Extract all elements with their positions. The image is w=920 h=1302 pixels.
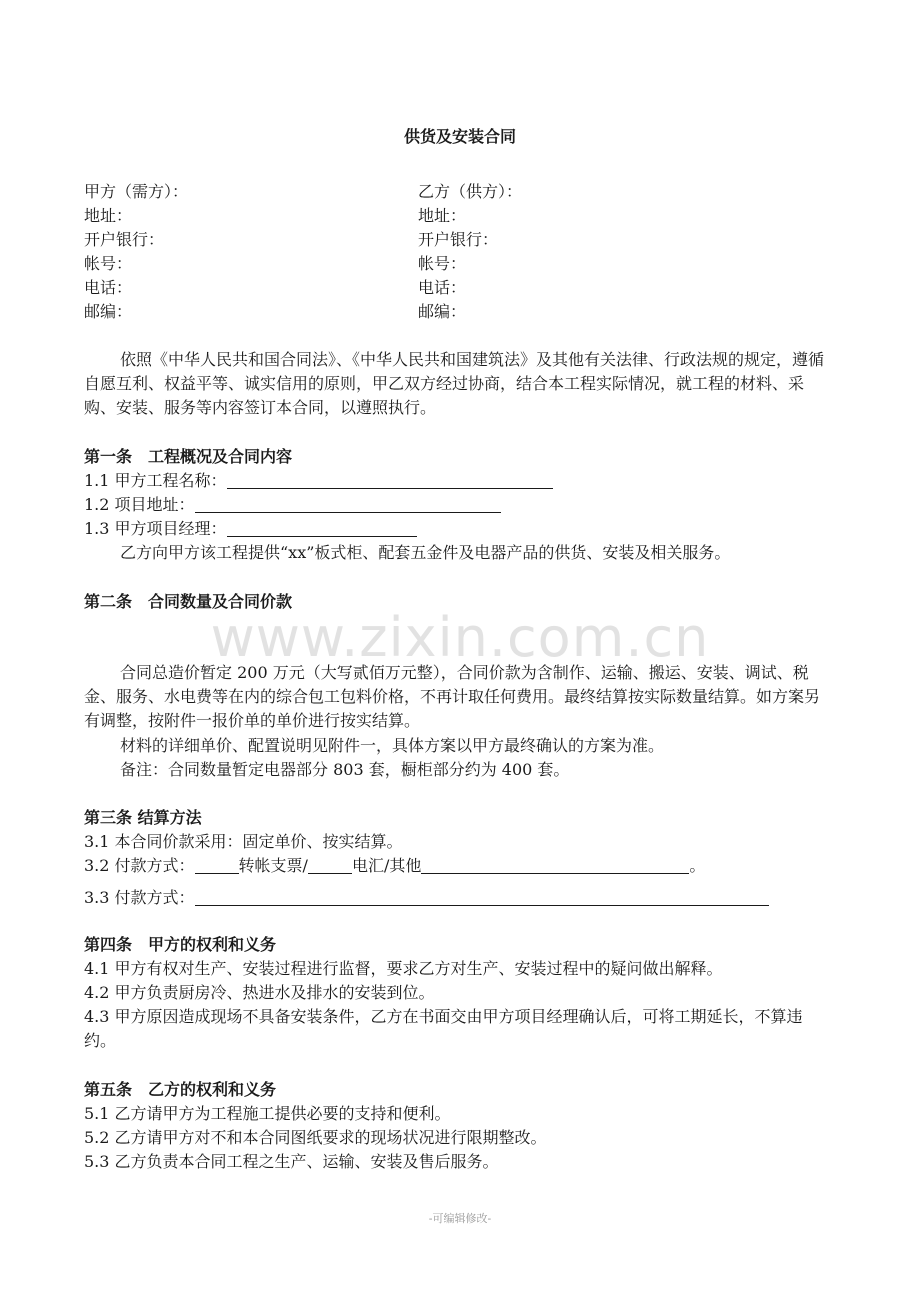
intro-paragraph: 依照《中华人民共和国合同法》、《中华人民共和国建筑法》及其他有关法律、行政法规的规定，遵循自愿互利、权益平等、诚实信用的原则，甲乙双方经过协商，结合本工程实际情况，就工程的材料、采购、安装、服务等内容签订本合同，以遵照执行。 [84, 350, 825, 417]
party-a-label: 甲方（需方）： [84, 182, 189, 201]
party-b-address: 地址： [418, 206, 467, 225]
party-b-phone: 电话： [418, 278, 467, 297]
article-4-item-3: 4.3 甲方原因造成现场不具备安装条件，乙方在书面交由甲方项目经理确认后，可将工期延长，不算违约。 [84, 1007, 803, 1050]
wire-blank [308, 857, 352, 874]
other-blank [421, 857, 689, 874]
period-mark: 。 [689, 856, 706, 875]
project-name-blank [227, 472, 553, 489]
contract-title: 供货及安装合同 [403, 127, 516, 146]
party-a-address: 地址： [84, 206, 133, 225]
transfer-cheque-label: 转帐支票/ [238, 856, 308, 875]
party-a-bank: 开户银行： [84, 230, 165, 249]
payment-method-label-2: 3.3 付款方式： [84, 888, 195, 907]
article-5-item-2: 5.2 乙方请甲方对不和本合同图纸要求的现场状况进行限期整改。 [84, 1128, 547, 1147]
article-4-item-1: 4.1 甲方有权对生产、安装过程进行监督，要求乙方对生产、安装过程中的疑问做出解释。 [84, 959, 723, 978]
settlement-method-text: 3.1 本合同价款采用：固定单价、按实结算。 [84, 832, 403, 851]
supply-scope-text: 乙方向甲方该工程提供“xx”板式柜、配套五金件及电器产品的供货、安装及相关服务。 [120, 543, 731, 562]
party-b-account: 帐号： [418, 254, 467, 273]
project-address-label: 1.2 项目地址： [84, 495, 195, 514]
party-a-postcode: 邮编： [84, 302, 133, 321]
project-name-label: 1.1 甲方工程名称： [84, 471, 227, 490]
project-name-line [84, 469, 553, 493]
article-2-heading: 第二条 合同数量及合同价款 [84, 592, 293, 611]
payment-method-line [84, 854, 705, 878]
quantity-note-text: 备注：合同数量暂定电器部分 803 套，橱柜部分约为 400 套。 [120, 760, 570, 779]
cheque-blank [195, 857, 239, 874]
payment-method-line-2 [84, 886, 769, 910]
party-b-label: 乙方（供方）： [418, 182, 523, 201]
contract-price-paragraph: 合同总造价暂定 200 万元（大写贰佰万元整），合同价款为含制作、运输、搬运、安装、调试、税金、服务、水电费等在内的综合包工包料价格，不再计取任何费用。最终结算按实际数量结算。如方案另有调整，按附件一报价单的单价进行按实结算。 [84, 663, 821, 730]
party-b-bank: 开户银行： [418, 230, 499, 249]
article-1-heading: 第一条 工程概况及合同内容 [84, 447, 293, 466]
article-4-heading: 第四条 甲方的权利和义务 [84, 935, 277, 954]
project-manager-label: 1.3 甲方项目经理： [84, 519, 227, 538]
project-manager-line [84, 517, 417, 541]
party-a-account: 帐号： [84, 254, 133, 273]
party-b-postcode: 邮编： [418, 302, 467, 321]
article-5-item-1: 5.1 乙方请甲方为工程施工提供必要的支持和便利。 [84, 1104, 451, 1123]
page-footer: -可编辑修改- [428, 1212, 492, 1225]
watermark: www.zixin.com.cn [210, 606, 710, 669]
project-address-blank [195, 496, 501, 513]
project-manager-blank [227, 520, 417, 537]
article-5-heading: 第五条 乙方的权利和义务 [84, 1080, 277, 1099]
material-details-text: 材料的详细单价、配置说明见附件一，具体方案以甲方最终确认的方案为准。 [120, 736, 665, 755]
payment-method-blank-2 [195, 889, 769, 906]
payment-method-label: 3.2 付款方式： [84, 856, 195, 875]
article-3-heading: 第三条 结算方法 [84, 808, 202, 827]
project-address-line [84, 493, 501, 517]
article-5-item-3: 5.3 乙方负责本合同工程之生产、运输、安装及售后服务。 [84, 1152, 499, 1171]
wire-other-label: 电汇/其他 [351, 856, 422, 875]
party-a-phone: 电话： [84, 278, 133, 297]
article-4-item-2: 4.2 甲方负责厨房冷、热进水及排水的安装到位。 [84, 983, 435, 1002]
